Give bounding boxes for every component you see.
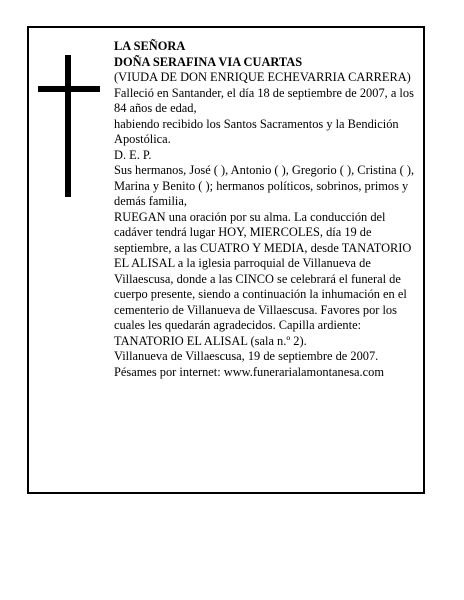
family-line: Sus hermanos, José ( ), Antonio ( ), Gregorio ( ), Cristina ( ), Marina y Benito ( ); hermanos políticos, sobrinos, primos y demás familia,: [114, 163, 415, 208]
funeral-arrangements: RUEGAN una oración por su alma. La conducción del cadáver tendrá lugar HOY, MIERCOLES, día 19 de septiembre, a las CUATRO Y MEDIA, desde TANATORIO EL ALISAL a la iglesia parroquial de Villanueva de Villaescusa, donde a las CINCO se celebrará el funeral de cuerpo presente, siendo a continuación la inhumación en el cementerio de Villanueva de Villaescusa. Favores por los cuales les quedarán agradecidos. Capilla ardiente: TANATORIO EL ALISAL (sala n.º 2).: [114, 209, 412, 348]
rip-line: D. E. P.: [114, 147, 152, 162]
deceased-name: DOÑA SERAFINA VIA CUARTAS: [114, 54, 303, 69]
cross-icon: [38, 55, 100, 197]
death-details: Falleció en Santander, el día 18 de septiembre de 2007, a los 84 años de edad,: [114, 85, 414, 115]
cross-horizontal-bar: [38, 86, 100, 92]
notice-heading: LA SEÑORA: [114, 39, 186, 53]
place-date: Villanueva de Villaescusa, 19 de septiembre de 2007.: [114, 349, 379, 363]
widow-of-line: (VIUDA DE DON ENRIQUE ECHEVARRIA CARRERA): [114, 70, 411, 84]
condolences-line: Pésames por internet: www.funerarialamontanesa.com: [114, 364, 384, 379]
notice-text-block: [114, 39, 416, 380]
sacraments-line: habiendo recibido los Santos Sacramentos y la Bendición Apostólica.: [114, 116, 399, 146]
cross-vertical-bar: [65, 55, 71, 197]
